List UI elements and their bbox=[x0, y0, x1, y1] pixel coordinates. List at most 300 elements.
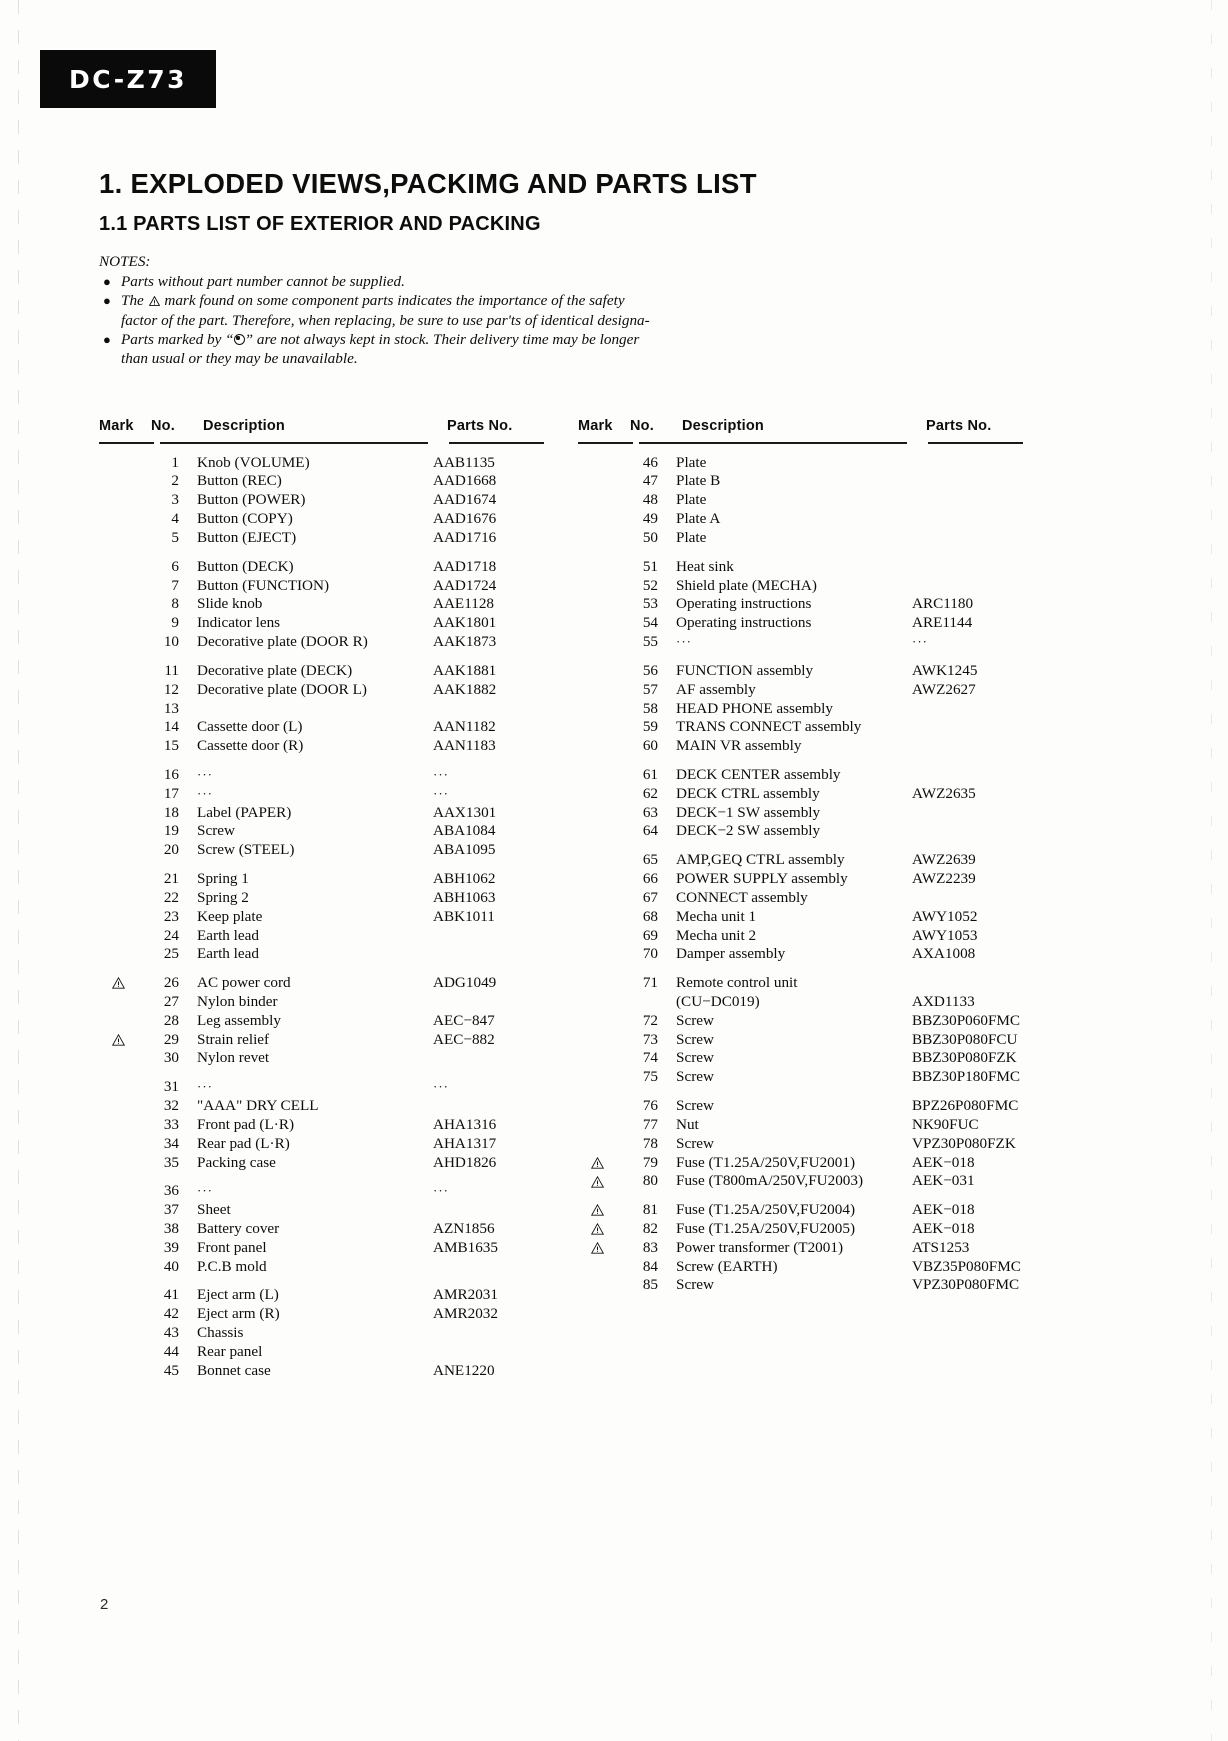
cell-description: TRANS CONNECT assembly bbox=[676, 718, 862, 736]
cell-no: 43 bbox=[163, 1323, 179, 1341]
cell-no: 63 bbox=[642, 803, 658, 821]
cell-parts-no: AAN1182 bbox=[433, 718, 496, 736]
table-row bbox=[578, 737, 1036, 756]
cell-no: 46 bbox=[642, 453, 658, 471]
cell-description: DECK CENTER assembly bbox=[676, 765, 841, 783]
rule-segment bbox=[160, 442, 428, 444]
table-row bbox=[578, 548, 1036, 577]
table-row bbox=[578, 1087, 1036, 1116]
cell-description: ··· bbox=[197, 1078, 213, 1094]
cell-no: 84 bbox=[642, 1257, 658, 1275]
cell-mark bbox=[578, 889, 624, 908]
column-header-description: Description bbox=[203, 418, 285, 434]
cell-no: 75 bbox=[642, 1068, 658, 1086]
cell-mark bbox=[99, 595, 145, 614]
cell-no: 7 bbox=[171, 576, 179, 594]
cell-description: Decorative plate (DOOR L) bbox=[197, 680, 367, 698]
note-line bbox=[121, 291, 759, 310]
cell-description: Remote control unit bbox=[676, 973, 798, 991]
cell-no: 4 bbox=[171, 510, 179, 528]
cell-description: DECK−2 SW assembly bbox=[676, 822, 821, 840]
cell-no: 73 bbox=[642, 1030, 658, 1048]
cell-mark bbox=[99, 1220, 145, 1239]
cell-parts-no: VPZ30P080FMC bbox=[912, 1276, 1020, 1294]
table-row bbox=[578, 889, 1036, 908]
cell-no: 68 bbox=[642, 907, 658, 925]
cell-no: 15 bbox=[163, 737, 179, 755]
cell-no: 67 bbox=[642, 888, 658, 906]
cell-no: 25 bbox=[163, 945, 179, 963]
cell-parts-no: AZN1856 bbox=[433, 1219, 495, 1237]
cell-no: 62 bbox=[642, 784, 658, 802]
cell-no: 79 bbox=[642, 1153, 658, 1171]
warning-triangle-icon bbox=[99, 974, 145, 993]
cell-mark bbox=[99, 577, 145, 596]
cell-parts-no: AWZ2239 bbox=[912, 869, 976, 887]
column-header-no: No. bbox=[630, 418, 654, 434]
table-row bbox=[578, 700, 1036, 719]
cell-description: Cassette door (L) bbox=[197, 718, 303, 736]
cell-description: Screw bbox=[676, 1049, 714, 1067]
cell-no: 8 bbox=[171, 595, 179, 613]
table-row bbox=[99, 472, 557, 491]
cell-description: Shield plate (MECHA) bbox=[676, 576, 817, 594]
cell-description: P.C.B mold bbox=[197, 1257, 267, 1275]
cell-mark bbox=[578, 700, 624, 719]
scan-edge-left bbox=[18, 0, 19, 1741]
table-row bbox=[99, 454, 557, 473]
cell-parts-no: AHA1317 bbox=[433, 1134, 497, 1152]
cell-parts-no: ABA1084 bbox=[433, 822, 496, 840]
cell-no: 55 bbox=[642, 633, 658, 651]
note-line: factor of the part. Therefore, when replacing, be sure to use par'ts of identical designa- bbox=[121, 311, 650, 329]
cell-no: 32 bbox=[163, 1096, 179, 1114]
table-row bbox=[578, 510, 1036, 529]
cell-parts-no: ANE1220 bbox=[433, 1361, 495, 1379]
cell-mark bbox=[99, 1012, 145, 1031]
cell-mark bbox=[578, 766, 624, 785]
cell-no: 28 bbox=[163, 1011, 179, 1029]
cell-mark bbox=[99, 662, 145, 681]
table-row bbox=[578, 614, 1036, 633]
table-row bbox=[99, 785, 557, 804]
cell-mark bbox=[578, 614, 624, 633]
cell-no: 27 bbox=[163, 992, 179, 1010]
column-header-mark: Mark bbox=[578, 418, 613, 434]
cell-no: 57 bbox=[642, 680, 658, 698]
cell-parts-no: AAD1668 bbox=[433, 472, 497, 490]
scan-edge-right bbox=[1211, 0, 1212, 1741]
cell-description: FUNCTION assembly bbox=[676, 661, 814, 679]
table-row bbox=[578, 993, 1036, 1012]
cell-no: 45 bbox=[163, 1361, 179, 1379]
cell-mark bbox=[99, 1343, 145, 1362]
cell-parts-no: AAK1801 bbox=[433, 614, 497, 632]
cell-no: 40 bbox=[163, 1257, 179, 1275]
table-row bbox=[99, 1031, 557, 1050]
cell-description: Spring 1 bbox=[197, 869, 249, 887]
cell-description: AC power cord bbox=[197, 973, 291, 991]
table-row bbox=[99, 633, 557, 652]
cell-no: 12 bbox=[163, 680, 179, 698]
cell-mark bbox=[99, 822, 145, 841]
warning-triangle-icon bbox=[578, 1172, 624, 1191]
notes-title: NOTES: bbox=[99, 253, 151, 270]
table-row bbox=[578, 652, 1036, 681]
cell-description: Plate B bbox=[676, 472, 721, 490]
table-row bbox=[578, 1049, 1036, 1068]
cell-description: Decorative plate (DOOR R) bbox=[197, 633, 368, 651]
cell-parts-no: AEC−882 bbox=[433, 1030, 495, 1048]
table-row bbox=[99, 1012, 557, 1031]
table-row bbox=[578, 718, 1036, 737]
table-row bbox=[578, 1135, 1036, 1154]
cell-description: AMP,GEQ CTRL assembly bbox=[676, 850, 845, 868]
cell-parts-no: AWY1052 bbox=[912, 907, 978, 925]
cell-parts-no: ··· bbox=[433, 785, 449, 801]
cell-description: Screw bbox=[676, 1134, 714, 1152]
warning-triangle-icon bbox=[578, 1220, 624, 1239]
cell-mark bbox=[99, 945, 145, 964]
cell-no: 77 bbox=[642, 1115, 658, 1133]
cell-no: 20 bbox=[163, 841, 179, 859]
table-row bbox=[99, 577, 557, 596]
cell-parts-no: AAE1128 bbox=[433, 595, 495, 613]
cell-description: Leg assembly bbox=[197, 1011, 281, 1029]
column-header-parts-no: Parts No. bbox=[926, 418, 992, 434]
cell-description: Button (POWER) bbox=[197, 491, 306, 509]
cell-description: Damper assembly bbox=[676, 945, 786, 963]
rule-segment bbox=[99, 442, 154, 444]
table-row bbox=[578, 1239, 1036, 1258]
note-text-post: ” are not always kept in stock. Their delivery time may be longer bbox=[244, 330, 640, 348]
cell-no: 34 bbox=[163, 1134, 179, 1152]
cell-no: 72 bbox=[642, 1011, 658, 1029]
cell-no: 44 bbox=[163, 1342, 179, 1360]
cell-description: Mecha unit 1 bbox=[676, 907, 757, 925]
cell-no: 59 bbox=[642, 718, 658, 736]
cell-mark bbox=[578, 577, 624, 596]
table-row bbox=[578, 595, 1036, 614]
rule-segment bbox=[928, 442, 1023, 444]
cell-no: 6 bbox=[171, 557, 179, 575]
table-row bbox=[99, 945, 557, 964]
cell-parts-no: ATS1253 bbox=[912, 1238, 970, 1256]
cell-mark bbox=[578, 1116, 624, 1135]
cell-no: 39 bbox=[163, 1238, 179, 1256]
cell-parts-no: AWZ2627 bbox=[912, 680, 976, 698]
warning-triangle-icon bbox=[149, 296, 160, 306]
cell-description: Screw bbox=[676, 1068, 714, 1086]
table-row bbox=[578, 1276, 1036, 1295]
table-row bbox=[578, 681, 1036, 700]
cell-no: 33 bbox=[163, 1115, 179, 1133]
cell-no: 85 bbox=[642, 1276, 658, 1294]
cell-no: 60 bbox=[642, 737, 658, 755]
cell-no: 14 bbox=[163, 718, 179, 736]
cell-mark bbox=[99, 1182, 145, 1201]
cell-mark bbox=[99, 1097, 145, 1116]
page-number: 2 bbox=[100, 1596, 109, 1613]
cell-mark bbox=[99, 718, 145, 737]
table-row bbox=[578, 756, 1036, 785]
cell-description: Earth lead bbox=[197, 926, 259, 944]
cell-description: DECK−1 SW assembly bbox=[676, 803, 821, 821]
cell-mark bbox=[99, 558, 145, 577]
cell-parts-no: AHA1316 bbox=[433, 1115, 497, 1133]
note-item bbox=[99, 330, 759, 368]
cell-no: 65 bbox=[642, 850, 658, 868]
cell-description: Earth lead bbox=[197, 945, 259, 963]
cell-mark bbox=[578, 822, 624, 841]
cell-description: DECK CTRL assembly bbox=[676, 784, 820, 802]
cell-description: Nylon revet bbox=[197, 1049, 270, 1067]
cell-no: 16 bbox=[163, 765, 179, 783]
cell-mark bbox=[99, 1362, 145, 1381]
warning-triangle-icon bbox=[578, 1239, 624, 1258]
cell-mark bbox=[99, 766, 145, 785]
cell-mark bbox=[99, 681, 145, 700]
cell-description: Button (FUNCTION) bbox=[197, 576, 330, 594]
cell-mark bbox=[578, 595, 624, 614]
cell-description: Front panel bbox=[197, 1238, 267, 1256]
cell-description: Button (DECK) bbox=[197, 557, 294, 575]
cell-no: 82 bbox=[642, 1219, 658, 1237]
cell-parts-no: AEC−847 bbox=[433, 1011, 495, 1029]
cell-no: 66 bbox=[642, 869, 658, 887]
table-row bbox=[99, 889, 557, 908]
cell-description: Plate bbox=[676, 491, 707, 509]
cell-mark bbox=[578, 681, 624, 700]
cell-no: 71 bbox=[642, 973, 658, 991]
column-header-mark: Mark bbox=[99, 418, 134, 434]
table-row bbox=[99, 1343, 557, 1362]
cell-description: Battery cover bbox=[197, 1219, 280, 1237]
cell-no: 3 bbox=[171, 491, 179, 509]
cell-mark bbox=[99, 908, 145, 927]
cell-description: Heat sink bbox=[676, 557, 734, 575]
cell-no: 50 bbox=[642, 529, 658, 547]
cell-mark bbox=[99, 1154, 145, 1173]
cell-mark bbox=[578, 993, 624, 1012]
table-row bbox=[578, 633, 1036, 652]
cell-parts-no: ··· bbox=[433, 766, 449, 782]
cell-description: Eject arm (R) bbox=[197, 1304, 280, 1322]
cell-parts-no: AMR2032 bbox=[433, 1304, 498, 1322]
table-row bbox=[578, 1012, 1036, 1031]
cell-no: 19 bbox=[163, 822, 179, 840]
cell-mark bbox=[99, 700, 145, 719]
table-row bbox=[99, 652, 557, 681]
cell-mark bbox=[578, 454, 624, 473]
cell-description: Packing case bbox=[197, 1153, 276, 1171]
cell-description: (CU−DC019) bbox=[676, 992, 760, 1010]
page-title: 1. EXPLODED VIEWS,PACKIMG AND PARTS LIST bbox=[99, 168, 757, 199]
table-row bbox=[578, 1031, 1036, 1050]
table-body-right bbox=[578, 454, 1036, 1296]
cell-no: 61 bbox=[642, 765, 658, 783]
table-row bbox=[578, 1068, 1036, 1087]
table-row bbox=[99, 1324, 557, 1343]
cell-description: CONNECT assembly bbox=[676, 888, 808, 906]
cell-description: Plate bbox=[676, 529, 707, 547]
cell-mark bbox=[578, 870, 624, 889]
table-row bbox=[99, 1135, 557, 1154]
table-row bbox=[578, 785, 1036, 804]
table-row bbox=[578, 529, 1036, 548]
cell-parts-no: BBZ30P180FMC bbox=[912, 1068, 1021, 1086]
cell-parts-no: ABH1062 bbox=[433, 869, 496, 887]
cell-no: 13 bbox=[163, 699, 179, 717]
cell-parts-no: AMR2031 bbox=[433, 1286, 498, 1304]
cell-mark bbox=[99, 737, 145, 756]
cell-mark bbox=[99, 454, 145, 473]
cell-mark bbox=[578, 662, 624, 681]
table-row bbox=[99, 681, 557, 700]
cell-parts-no: ··· bbox=[433, 1183, 449, 1199]
cell-parts-no: AAD1718 bbox=[433, 557, 497, 575]
cell-parts-no: AEK−018 bbox=[912, 1219, 975, 1237]
bullet-icon: ● bbox=[103, 293, 111, 309]
table-row bbox=[99, 860, 557, 889]
cell-no: 64 bbox=[642, 822, 658, 840]
cell-description: AF assembly bbox=[676, 680, 756, 698]
cell-description: Chassis bbox=[197, 1323, 244, 1341]
table-row bbox=[99, 1097, 557, 1116]
table-row bbox=[99, 804, 557, 823]
cell-mark bbox=[578, 851, 624, 870]
header-rule bbox=[99, 442, 557, 444]
cell-parts-no: AEK−018 bbox=[912, 1200, 975, 1218]
cell-no: 35 bbox=[163, 1153, 179, 1171]
cell-mark bbox=[99, 614, 145, 633]
header-rule bbox=[578, 442, 1036, 444]
cell-mark bbox=[578, 945, 624, 964]
cell-no: 38 bbox=[163, 1219, 179, 1237]
cell-parts-no: ABH1063 bbox=[433, 888, 496, 906]
cell-description: POWER SUPPLY assembly bbox=[676, 869, 848, 887]
table-row bbox=[578, 472, 1036, 491]
cell-no: 29 bbox=[163, 1030, 179, 1048]
cell-mark bbox=[578, 737, 624, 756]
cell-no: 70 bbox=[642, 945, 658, 963]
cell-no: 51 bbox=[642, 557, 658, 575]
table-row bbox=[99, 756, 557, 785]
cell-no: 23 bbox=[163, 907, 179, 925]
cell-parts-no: AAD1716 bbox=[433, 529, 497, 547]
cell-mark bbox=[578, 491, 624, 510]
cell-description: Rear pad (L·R) bbox=[197, 1134, 290, 1152]
cell-description: Fuse (T1.25A/250V,FU2001) bbox=[676, 1153, 856, 1171]
cell-no: 2 bbox=[171, 472, 179, 490]
table-row bbox=[99, 1068, 557, 1097]
cell-parts-no: AMB1635 bbox=[433, 1238, 498, 1256]
cell-mark bbox=[578, 1049, 624, 1068]
cell-description: "AAA" DRY CELL bbox=[197, 1096, 319, 1114]
warning-triangle-icon bbox=[578, 1154, 624, 1173]
cell-parts-no: AXD1133 bbox=[912, 992, 975, 1010]
cell-no: 74 bbox=[642, 1049, 658, 1067]
table-row bbox=[99, 908, 557, 927]
rule-segment bbox=[639, 442, 907, 444]
cell-description: Indicator lens bbox=[197, 614, 281, 632]
cell-parts-no: ADG1049 bbox=[433, 973, 497, 991]
cell-parts-no: AAX1301 bbox=[433, 803, 497, 821]
cell-description: Mecha unit 2 bbox=[676, 926, 757, 944]
cell-parts-no: AWK1245 bbox=[912, 661, 978, 679]
cell-mark bbox=[99, 529, 145, 548]
cell-description: Rear panel bbox=[197, 1342, 263, 1360]
parts-table-left bbox=[99, 418, 557, 1381]
cell-parts-no: BBZ30P080FZK bbox=[912, 1049, 1017, 1067]
warning-triangle-icon bbox=[99, 1031, 145, 1050]
table-row bbox=[99, 1239, 557, 1258]
table-row bbox=[99, 1220, 557, 1239]
section-subtitle: 1.1 PARTS LIST OF EXTERIOR AND PACKING bbox=[99, 213, 541, 235]
table-row bbox=[578, 908, 1036, 927]
filled-circle-mark-icon bbox=[234, 334, 245, 345]
cell-mark bbox=[578, 908, 624, 927]
cell-mark bbox=[99, 870, 145, 889]
cell-mark bbox=[99, 785, 145, 804]
table-row bbox=[99, 737, 557, 756]
cell-mark bbox=[99, 841, 145, 860]
cell-no: 81 bbox=[642, 1200, 658, 1218]
note-text-pre: Parts marked by “ bbox=[121, 330, 234, 348]
cell-parts-no: AEK−031 bbox=[912, 1172, 975, 1190]
cell-mark bbox=[99, 1201, 145, 1220]
cell-parts-no: AAD1724 bbox=[433, 576, 497, 594]
cell-mark bbox=[578, 472, 624, 491]
cell-description: Nylon binder bbox=[197, 992, 278, 1010]
cell-no: 18 bbox=[163, 803, 179, 821]
table-row bbox=[99, 993, 557, 1012]
table-row bbox=[99, 529, 557, 548]
table-row bbox=[578, 1172, 1036, 1191]
cell-mark bbox=[578, 1031, 624, 1050]
table-row bbox=[99, 927, 557, 946]
cell-mark bbox=[578, 1012, 624, 1031]
note-text-post: mark found on some component parts indicates the importance of the safety bbox=[160, 292, 625, 310]
cell-parts-no: AAD1676 bbox=[433, 510, 497, 528]
cell-mark bbox=[99, 1324, 145, 1343]
cell-no: 31 bbox=[163, 1077, 179, 1095]
cell-parts-no: AAK1873 bbox=[433, 633, 497, 651]
cell-description: Bonnet case bbox=[197, 1361, 271, 1379]
cell-mark bbox=[578, 718, 624, 737]
cell-description: Operating instructions bbox=[676, 614, 812, 632]
cell-description: Label (PAPER) bbox=[197, 803, 292, 821]
cell-mark bbox=[99, 1305, 145, 1324]
cell-description: Spring 2 bbox=[197, 888, 249, 906]
table-row bbox=[578, 841, 1036, 870]
cell-mark bbox=[99, 491, 145, 510]
table-row bbox=[99, 822, 557, 841]
cell-mark bbox=[99, 1049, 145, 1068]
cell-mark bbox=[578, 1276, 624, 1295]
cell-mark bbox=[99, 510, 145, 529]
cell-parts-no: AAD1674 bbox=[433, 491, 497, 509]
cell-parts-no: ··· bbox=[912, 634, 928, 650]
table-row bbox=[99, 841, 557, 860]
cell-no: 24 bbox=[163, 926, 179, 944]
cell-no: 26 bbox=[163, 973, 179, 991]
table-row bbox=[99, 1258, 557, 1277]
cell-no: 22 bbox=[163, 888, 179, 906]
table-row bbox=[99, 548, 557, 577]
cell-parts-no: VPZ30P080FZK bbox=[912, 1134, 1016, 1152]
cell-mark bbox=[578, 529, 624, 548]
